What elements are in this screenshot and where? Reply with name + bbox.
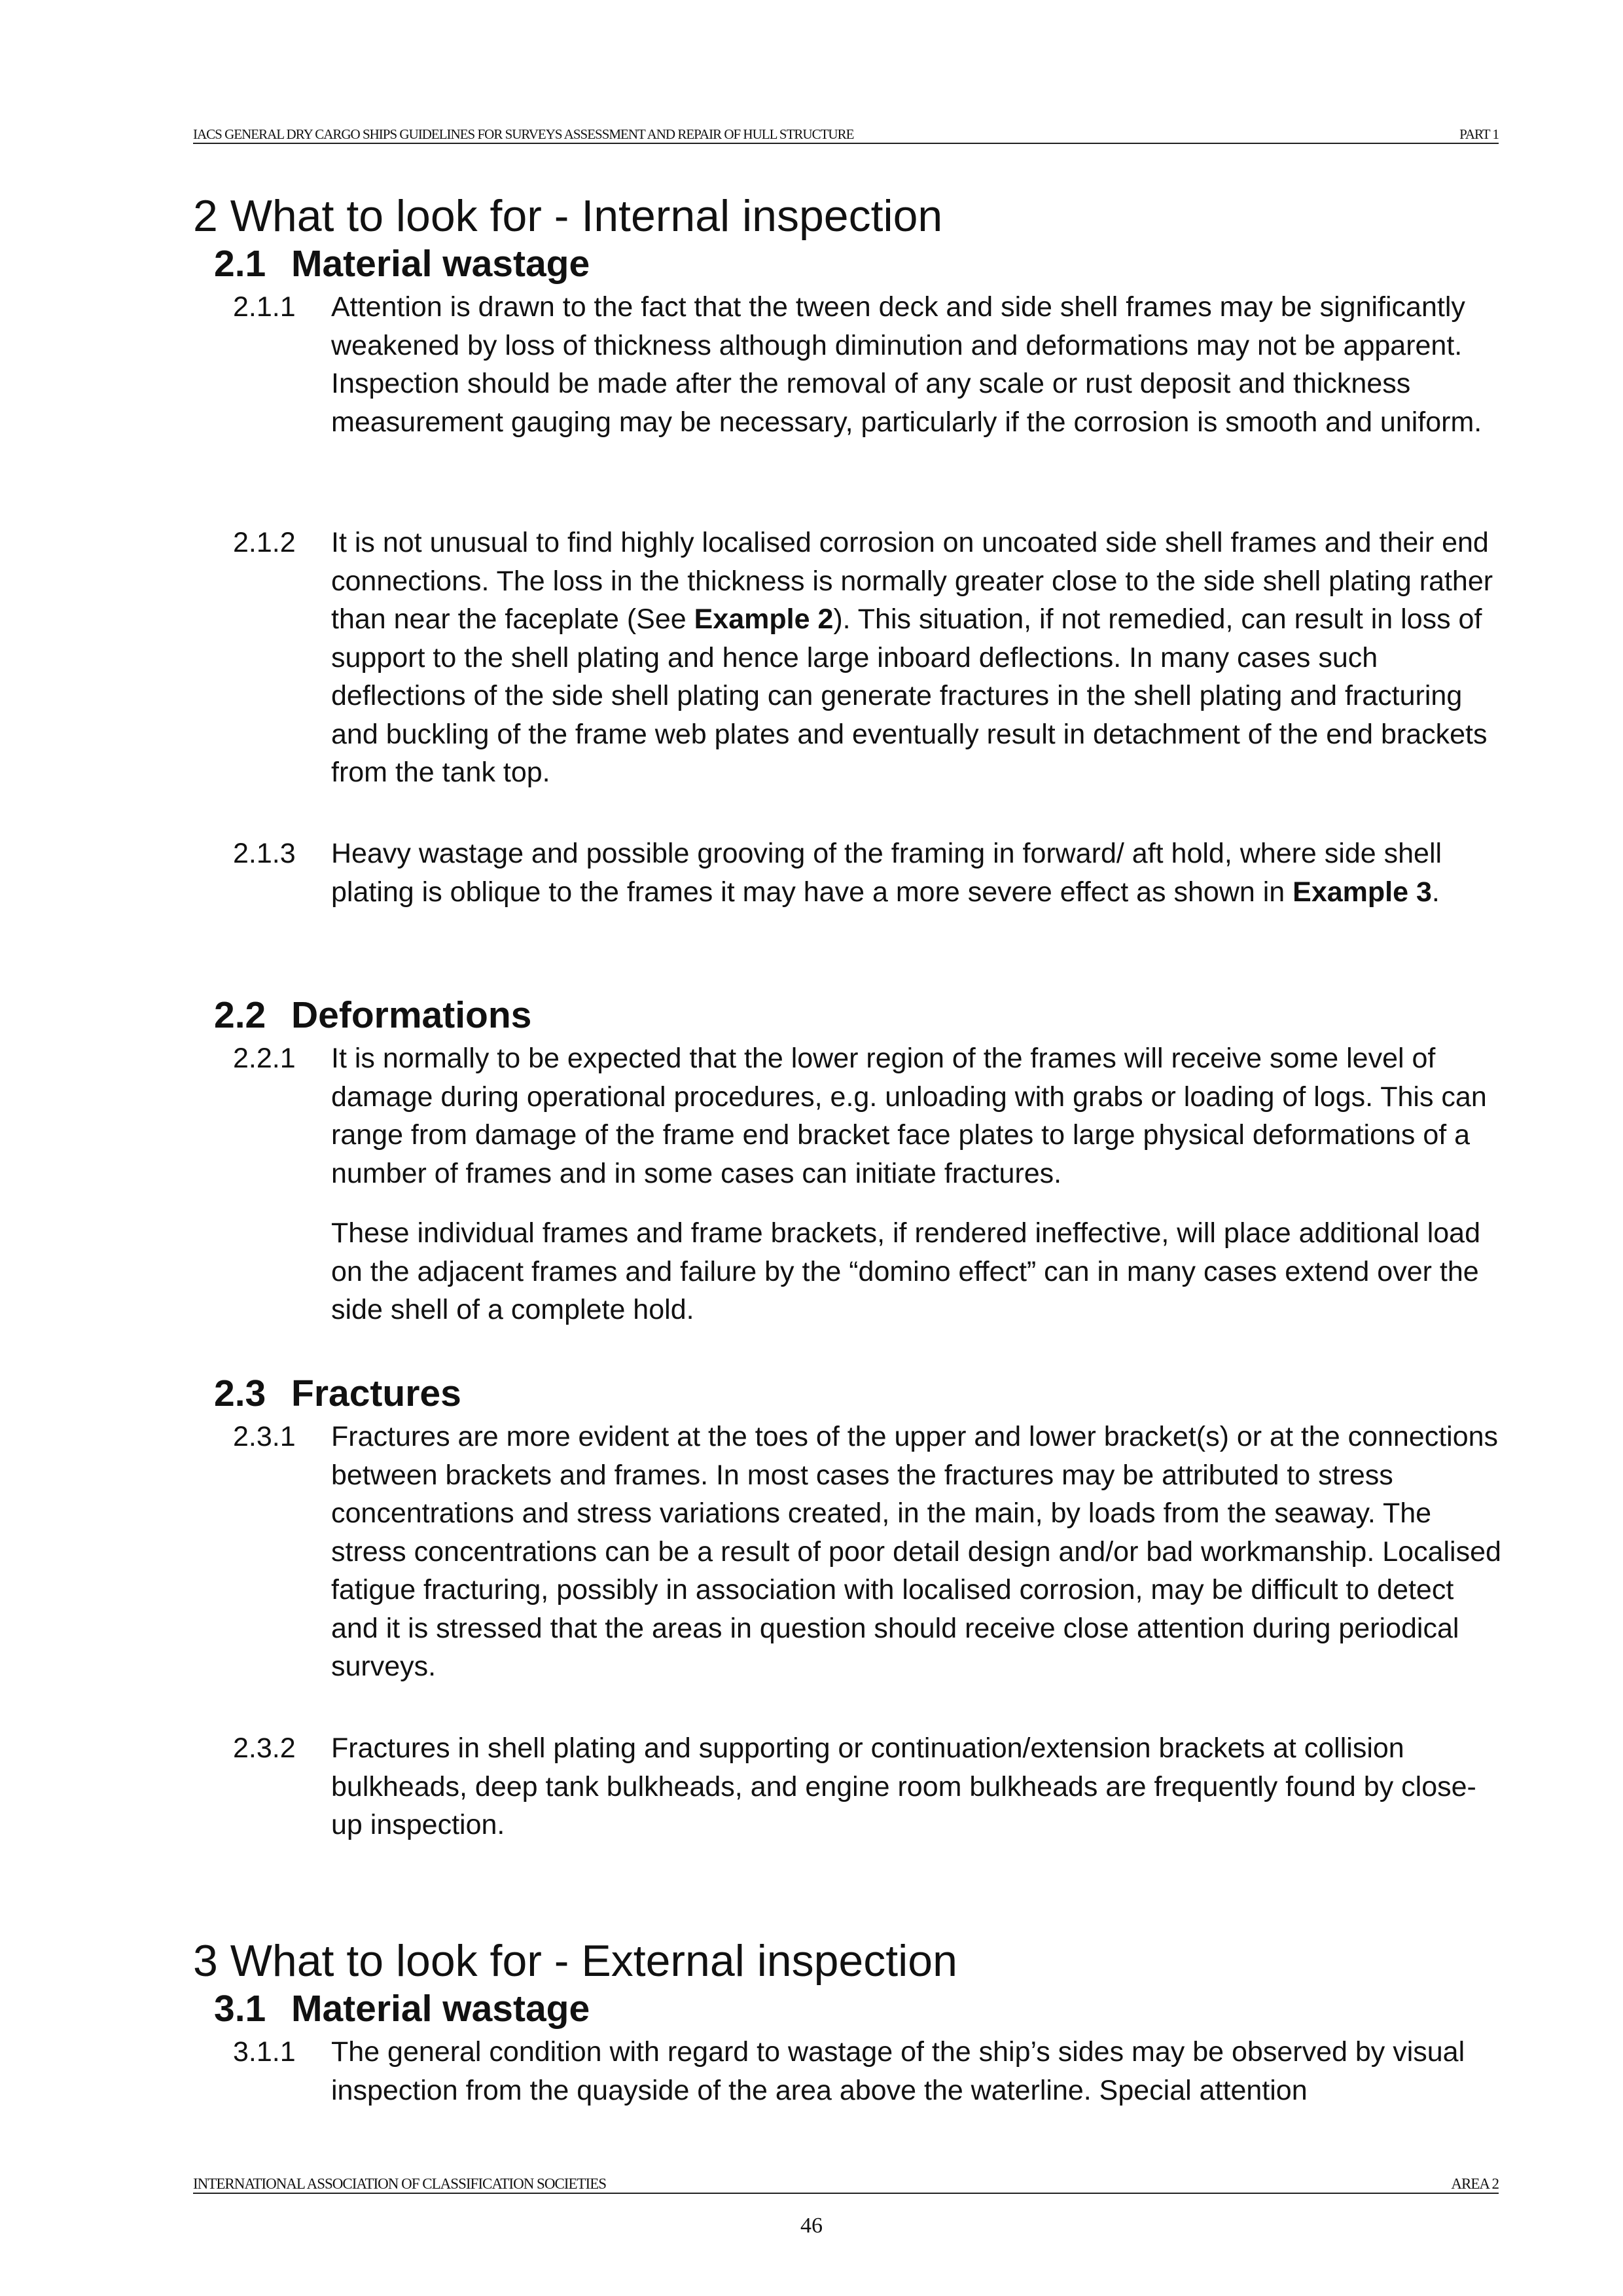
paragraph-2-3-2 <box>233 1729 1503 1844</box>
section-number: 3.1 <box>214 1988 266 2030</box>
text-run: Heavy wastage and possible grooving of the framing in forward/ aft hold, where side shell plating is oblique to the frames it may have a more severe effect as shown in <box>331 838 1442 908</box>
footer-area-label: AREA 2 <box>1451 2176 1499 2192</box>
paragraph-text: It is normally to be expected that the lower region of the frames will receive some level of damage during operational procedures, e.g. unloading with grabs or loading of logs. This can range from damage of the frame end bracket face plates to large physical deformations of a number of frames and in some cases can initiate fractures. <box>331 1043 1487 1189</box>
paragraph-number: 2.1.1 <box>233 291 296 323</box>
section-2-3-heading <box>214 1372 461 1415</box>
paragraph-2-1-3 <box>233 834 1503 911</box>
paragraph-2-2-1-continued <box>233 1214 1503 1329</box>
section-number: 2.2 <box>214 994 266 1036</box>
footer-organization: INTERNATIONAL ASSOCIATION OF CLASSIFICATION SOCIETIES <box>193 2176 607 2192</box>
header-part-label: PART 1 <box>1459 126 1499 142</box>
section-title: Deformations <box>291 994 532 1036</box>
header-document-title: IACS GENERAL DRY CARGO SHIPS GUIDELINES FOR SURVEYS ASSESSMENT AND REPAIR OF HULL STRUCTURE <box>193 126 854 142</box>
section-title: Material wastage <box>291 1988 590 2030</box>
paragraph-text <box>331 834 1503 911</box>
paragraph-number: 3.1.1 <box>233 2036 296 2068</box>
page-footer <box>193 2173 1499 2194</box>
example-reference: Example 3 <box>1293 876 1432 908</box>
paragraph-number: 2.1.2 <box>233 527 296 558</box>
paragraph-3-1-1 <box>233 2033 1503 2109</box>
paragraph-2-1-2 <box>233 524 1503 792</box>
page-header <box>193 123 1499 144</box>
example-reference: Example 2 <box>694 603 834 635</box>
section-2-1-heading <box>214 242 590 285</box>
paragraph-text: Fractures are more evident at the toes of the upper and lower bracket(s) or at the connections between brackets and frames. In most cases the fractures may be attributed to stress concentrations and stress variations created, in the main, by loads from the seaway. The stress concentrations can be a result of poor detail design and/or bad workmanship. Localised fatigue fracturing, possibly in association with localised corrosion, may be difficult to detect and it is stressed that the areas in question should receive close attention during periodical surveys. <box>331 1421 1501 1682</box>
paragraph-2-3-1 <box>233 1418 1503 1686</box>
text-run: . <box>1431 876 1440 908</box>
section-number: 2.1 <box>214 243 266 285</box>
section-2-2-heading <box>214 994 531 1037</box>
section-3-1-heading <box>214 1987 590 2030</box>
paragraph-number: 2.3.1 <box>233 1421 296 1452</box>
text-run: It is not unusual to find highly localised corrosion on uncoated side shell frames and their end connections. The loss in the thickness is normally greater close to the side shell plating rather than near the faceplate (See <box>331 527 1493 635</box>
section-3-heading: 3 What to look for - External inspection <box>193 1936 957 1986</box>
paragraph-2-1-1 <box>233 288 1503 441</box>
text-run: ). This situation, if not remedied, can result in loss of support to the shell plating and hence large inboard deflections. In many cases such deflections of the side shell plating can generate fractures in the shell plating and fracturing and buckling of the frame web plates and eventually result in detachment of the end brackets from the tank top. <box>331 603 1488 788</box>
section-2-heading: 2 What to look for - Internal inspection <box>193 191 943 241</box>
section-number: 2.3 <box>214 1372 266 1414</box>
paragraph-number: 2.2.1 <box>233 1043 296 1074</box>
paragraph-text: The general condition with regard to wastage of the ship’s sides may be observed by visual inspection from the quayside of the area above the waterline. Special attention <box>331 2036 1465 2106</box>
paragraph-2-2-1 <box>233 1039 1503 1193</box>
page-number: 46 <box>800 2214 823 2238</box>
paragraph-text: These individual frames and frame brackets, if rendered ineffective, will place additional load on the adjacent frames and failure by the “domino effect” can in many cases extend over the side shell of a complete hold. <box>331 1217 1480 1325</box>
paragraph-number: 2.1.3 <box>233 838 296 869</box>
paragraph-text: Fractures in shell plating and supporting or continuation/extension brackets at collision bulkheads, deep tank bulkheads, and engine room bulkheads are frequently found by close-up inspection. <box>331 1732 1476 1840</box>
paragraph-text: Attention is drawn to the fact that the tween deck and side shell frames may be significantly weakened by loss of thickness although diminution and deformations may not be apparent. Inspection should be made after the removal of any scale or rust deposit and thickness measurement gauging may be necessary, particularly if the corrosion is smooth and uniform. <box>331 291 1482 438</box>
section-title: Fractures <box>291 1372 461 1414</box>
paragraph-text <box>331 524 1503 792</box>
paragraph-number: 2.3.2 <box>233 1732 296 1764</box>
section-title: Material wastage <box>291 243 590 285</box>
